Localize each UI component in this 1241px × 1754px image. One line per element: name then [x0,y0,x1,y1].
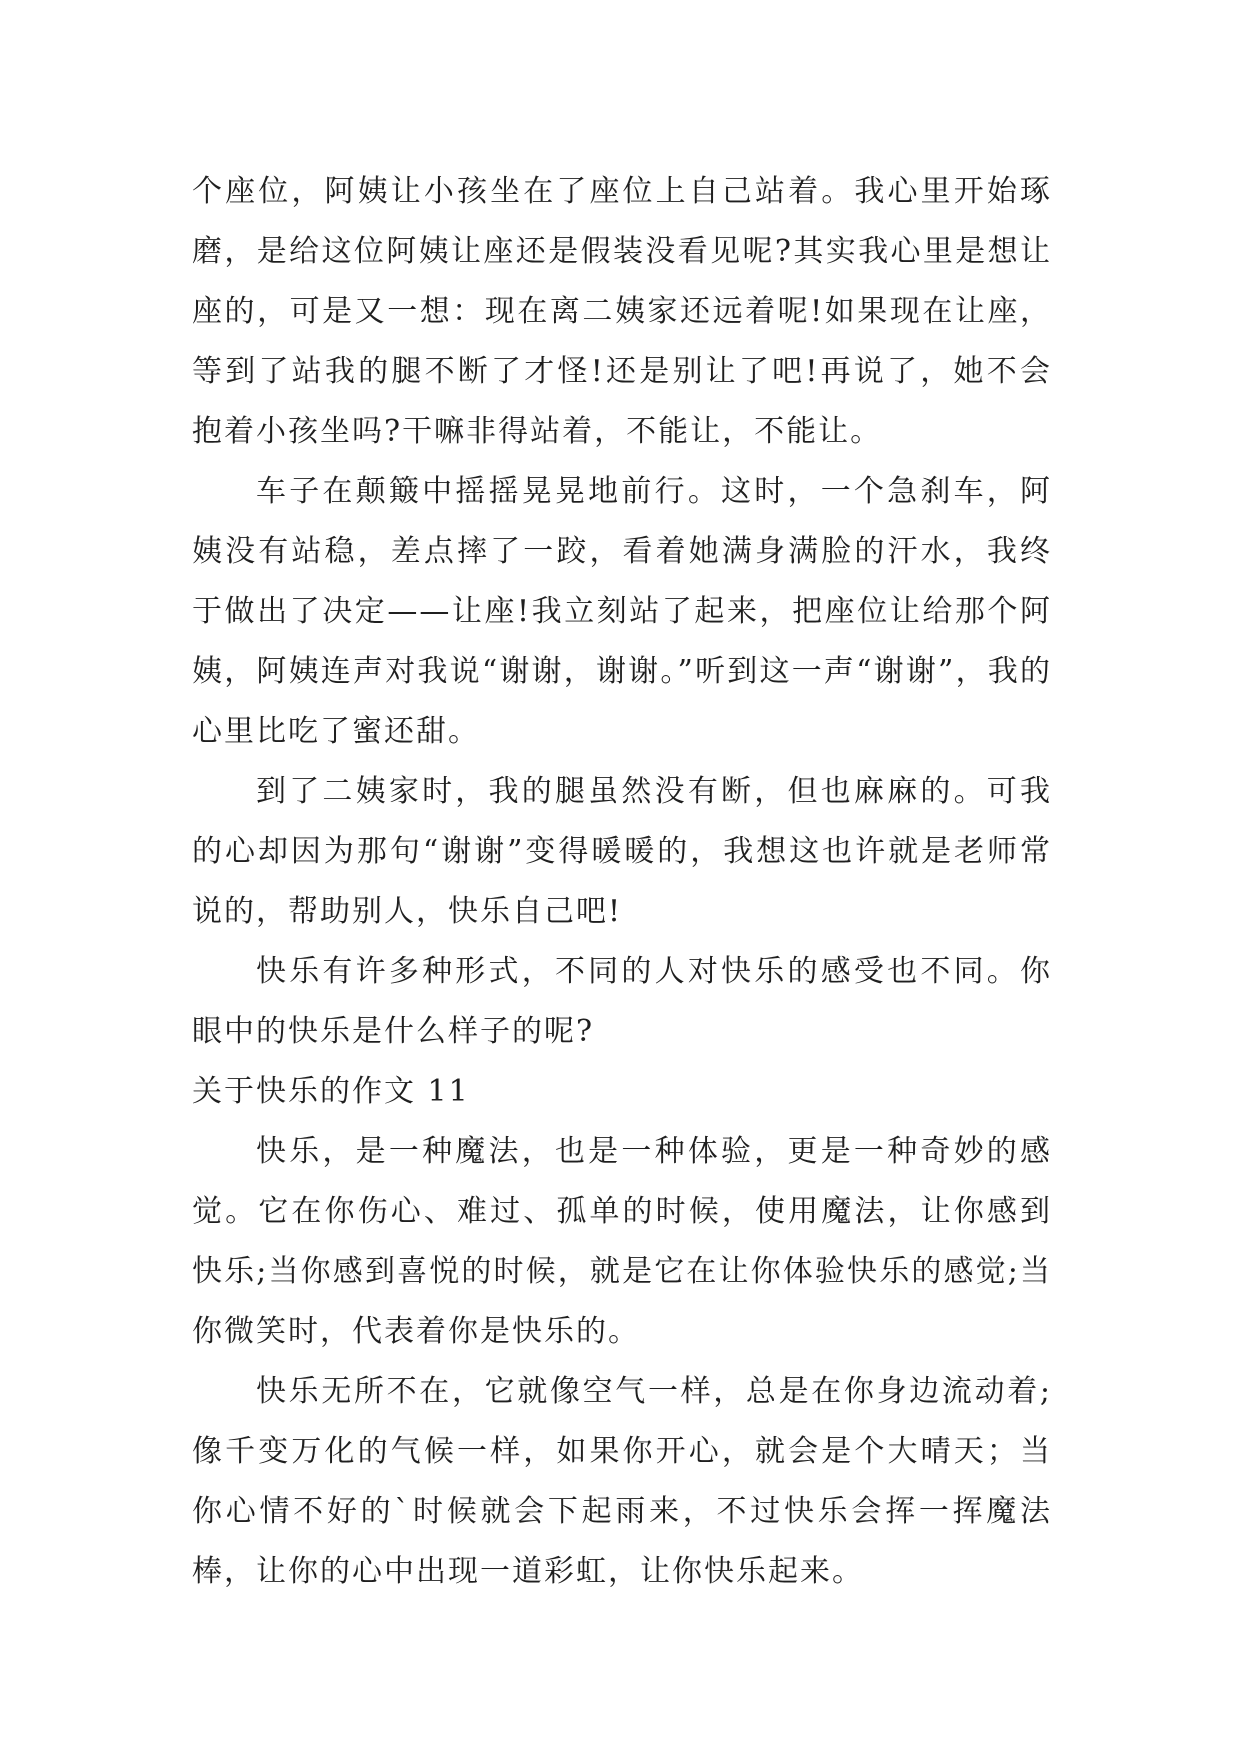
paragraph-continued: 个座位，阿姨让小孩坐在了座位上自己站着。我心里开始琢磨，是给这位阿姨让座还是假装没看见呢?其实我心里是想让座的，可是又一想：现在离二姨家还远着呢!如果现在让座，等到了站我的腿不断了才怪!还是别让了吧!再说了，她不会抱着小孩坐吗?干嘛非得站着，不能让，不能让。 [192,174,1052,449]
paragraph: 快乐有许多种形式，不同的人对快乐的感受也不同。你眼中的快乐是什么样子的呢? [192,954,1052,1049]
document-body [192,162,1052,1602]
paragraph: 快乐无所不在，它就像空气一样，总是在你身边流动着;像千变万化的气候一样，如果你开心，就会是个大晴天；当你心情不好的`时候就会下起雨来，不过快乐会挥一挥魔法棒，让你的心中出现一道彩虹，让你快乐起来。 [192,1374,1052,1589]
section-heading: 关于快乐的作文 11 [192,1074,470,1109]
paragraph: 车子在颠簸中摇摇晃晃地前行。这时，一个急刹车，阿姨没有站稳，差点摔了一跤，看着她满身满脸的汗水，我终于做出了决定——让座!我立刻站了起来，把座位让给那个阿姨，阿姨连声对我说“谢谢，谢谢。”听到这一声“谢谢”，我的心里比吃了蜜还甜。 [192,474,1052,749]
paragraph: 快乐，是一种魔法，也是一种体验，更是一种奇妙的感觉。它在你伤心、难过、孤单的时候，使用魔法，让你感到快乐;当你感到喜悦的时候，就是它在让你体验快乐的感觉;当你微笑时，代表着你是快乐的。 [192,1134,1052,1349]
paragraph: 到了二姨家时，我的腿虽然没有断，但也麻麻的。可我的心却因为那句“谢谢”变得暖暖的，我想这也许就是老师常说的，帮助别人，快乐自己吧! [192,774,1052,929]
